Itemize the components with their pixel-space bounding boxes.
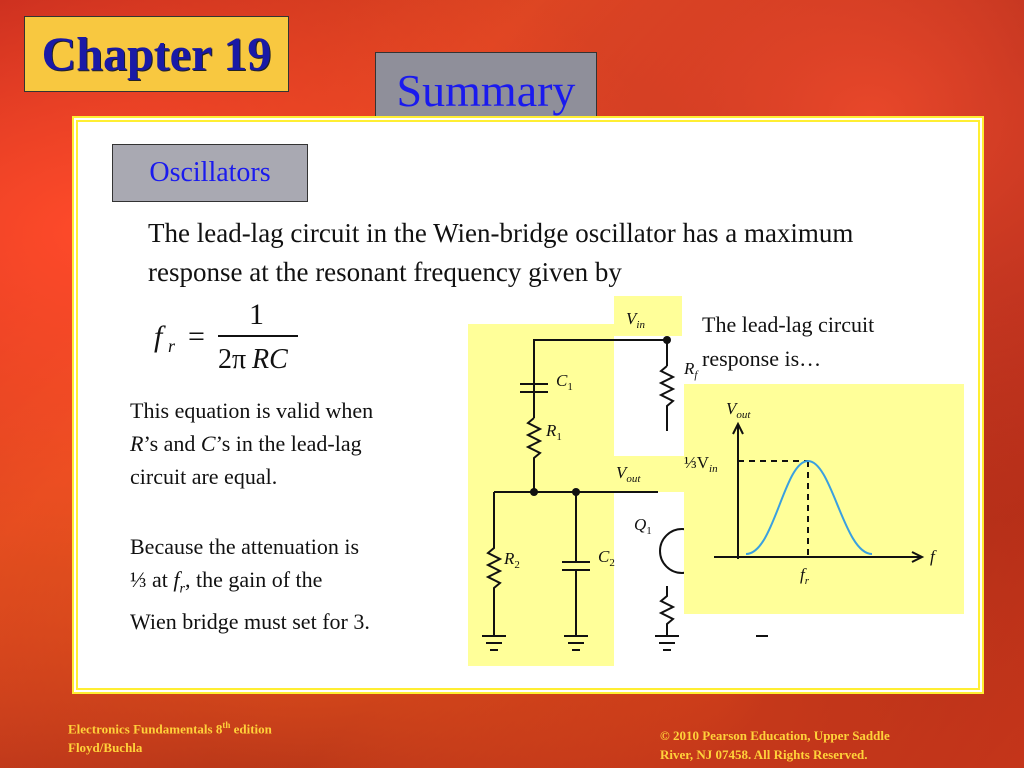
footer-copyright-line1: © 2010 Pearson Education, Upper Saddle (660, 728, 890, 743)
note2-line1: Because the attenuation is (130, 534, 360, 559)
note1-line1: This equation is valid when (130, 398, 374, 423)
formula-den-var: RC (252, 344, 288, 375)
footer-book-info (68, 716, 272, 757)
note1-line3: circuit are equal. (130, 464, 278, 489)
formula-numerator: 1 (249, 298, 264, 331)
label-c1: $C_1$ (556, 371, 573, 393)
lead-lag-response-graph (684, 384, 964, 614)
graph-label-fr: $f_r$ (800, 565, 810, 587)
footer-copyright (660, 726, 980, 764)
resonant-frequency-formula (150, 296, 310, 376)
label-r2: $R_2$ (504, 549, 520, 571)
graph-background (684, 384, 964, 614)
footer-authors: Floyd/Buchla (68, 740, 143, 756)
note1-c: C (200, 431, 216, 456)
equation-note (130, 394, 450, 493)
label-vout: $V_{out}$ (616, 463, 641, 485)
footer-copyright-line2: River, NJ 07458. All Rights Reserved. (660, 747, 868, 762)
formula-equals: = (188, 320, 205, 353)
label-c2: $C_2$ (598, 547, 615, 569)
graph-label-third: $\frac{1}{3}V_{in}$ (684, 453, 718, 475)
note2-line3: Wien bridge must set for 3. (130, 609, 370, 635)
formula-f-sub: r (168, 336, 176, 356)
attenuation-note (130, 530, 450, 638)
section-label-text: Oscillators (149, 157, 271, 188)
formula-den-prefix: 2π (218, 344, 247, 375)
chapter-badge (24, 16, 289, 92)
chapter-title: Chapter 19 (41, 27, 272, 81)
label-vin: $V_{in}$ (626, 309, 645, 331)
circuit-highlight-vin (614, 296, 682, 336)
node-dot (572, 488, 580, 496)
node-dot (663, 336, 671, 344)
note1-r: R (130, 431, 144, 456)
label-rf: $R_f$ (684, 359, 698, 381)
intro-text: The lead-lag circuit in the Wien-bridge oscillator has a maximum response at the resonant frequency given by (148, 218, 854, 287)
graph-label-vout: $V_{out}$ (726, 399, 751, 421)
label-q1: $Q_1$ (634, 515, 652, 537)
section-label (112, 144, 308, 202)
circuit-highlight-left (468, 324, 614, 666)
note2-line2: ⅓ at $f_r$, the gain of the (130, 567, 323, 597)
formula-f: f (154, 320, 163, 353)
response-label: The lead-lag circuit response is… (702, 312, 875, 371)
note1-line2: R’s and C’s in the lead-lag (130, 431, 362, 456)
graph-label-f: f (930, 547, 935, 566)
label-r1: $R_1$ (546, 421, 562, 443)
slide-title-text: Summary (396, 64, 576, 116)
node-dot (530, 488, 538, 496)
footer-book-title: Electronics Fundamentals 8th edition (68, 720, 272, 737)
